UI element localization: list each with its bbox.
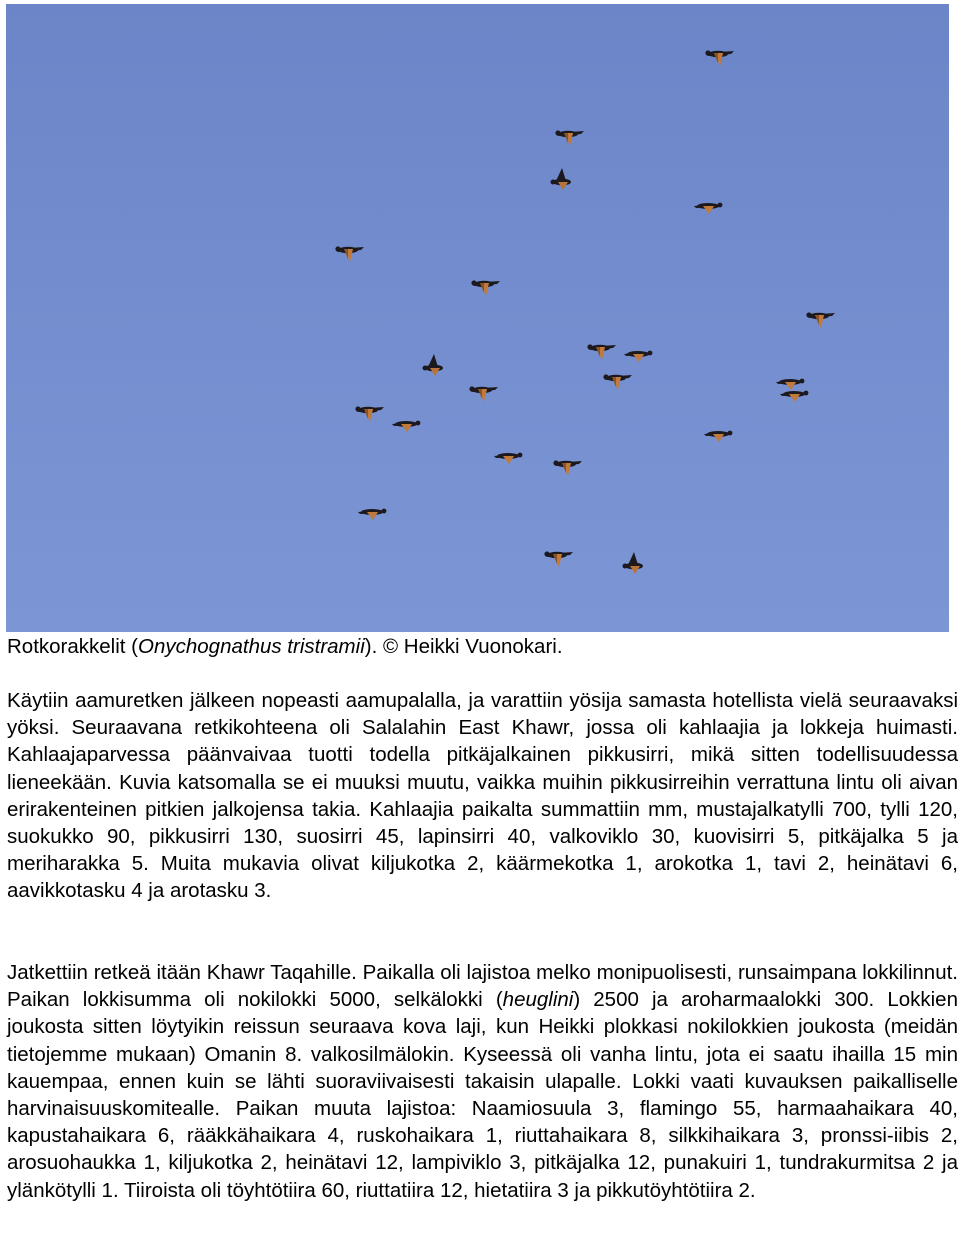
photo-caption xyxy=(7,633,953,660)
paragraph-text: Jatkettiin retkeä itään Khawr Taqahille. Paikalla oli lajistoa melko monipuolisesti, runsaimpana lokkilinnut. Paikan lokkisumma oli nokilokki 5000, selkälokki ( xyxy=(7,961,958,1012)
paragraph-italic: heuglini xyxy=(502,988,574,1012)
paragraph-text: ) 2500 ja aroharmaalokki 300. Lokkien joukosta sitten löytyikin reissun seuraava kova laji, kun Heikki plokkasi nokilokkien joukosta (meidän tietojemme mukaan) Omanin 8. valkosilmälokin. Kyseessä oli vanha lintu, jota ei saatu ihailla 15 min kauempaa, ennen kuin se lähti suoraviivaisesti takaisin ulapalle. Lokki vaati kuvauksen paikalliselle harvinaisuuskomitealle. Paikan muuta lajistoa: Naamiosuula 3, flamingo 55, harmaahaikara 40, kapustahaikara 6, rääkkähaikara 4, ruskohaikara 1, riuttahaikara 8, silkkihaikara 3, pronssi-iibis 2, arosuohaukka 1, kiljukotka 2, heinätavi 12, lampiviklo 3, pitkäjalka 12, punakuiri 1, tundrakurmitsa 2 ja ylänkötylli 1. Tiiroista oli töyhtötiira 60, riuttatiira 12, hietatiira 3 ja pikkutöyhtötiira 2. xyxy=(7,988,958,1202)
paragraph-khawr-taqah xyxy=(7,959,958,1204)
caption-scientific-name: Onychognathus tristramii xyxy=(138,635,365,658)
caption-credit: ). © Heikki Vuonokari. xyxy=(364,635,563,658)
paragraph-east-khawr: Käytiin aamuretken jälkeen nopeasti aamupalalla, ja varattiin yösija samasta hotellista vielä seuraavaksi yöksi. Seuraavana retkikohteena oli Salalahin East Khawr, jossa oli kahlaajia ja lokkeja huimasti. Kahlaajaparvessa päänvaivaa tuotti todella pitkäjalkainen pikkusirri, mikä sitten todellisuudessa lieneekään. Kuvia katsomalla se ei muuksi muutu, vaikka muihin pikkusirreihin verrattuna lintu oli aivan erirakenteinen pitkien jalkojensa takia. Kahlaajia paikalta summattiin mm, mustajalkatylli 700, tylli 120, suokukko 90, pikkusirri 130, suosirri 45, lapinsirri 40, valkoviklo 30, kuovisirri 5, pitkäjalka 5 ja meriharakka 5. Muita mukavia olivat kiljukotka 2, käärmekotka 1, arokotka 1, tavi 2, heinätavi 6, aavikkotasku 4 ja arotasku 3. xyxy=(7,689,958,903)
photo-canvas xyxy=(6,4,949,632)
sky xyxy=(6,4,949,632)
caption-name: Rotkorakkelit ( xyxy=(7,635,139,658)
bird-flock-photo xyxy=(6,4,949,632)
